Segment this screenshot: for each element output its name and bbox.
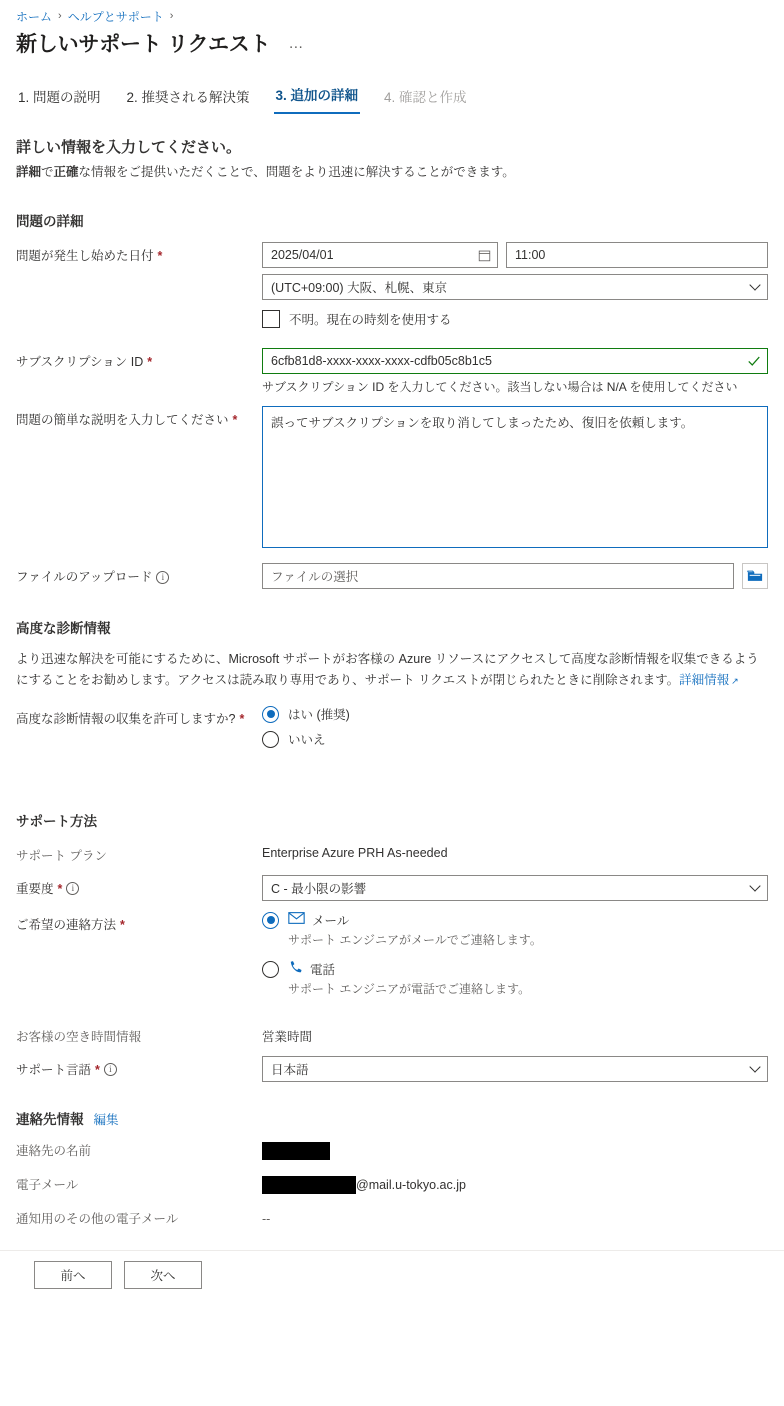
section-support-method-title: サポート方法 [16, 813, 97, 829]
breadcrumb [16, 0, 768, 26]
label-incident-date [16, 242, 262, 265]
label-contact-name [16, 1142, 262, 1160]
row-diagnostics-consent [16, 705, 768, 748]
info-icon-upload[interactable]: i [156, 571, 169, 584]
description-textarea[interactable] [262, 406, 768, 548]
required-marker-subscription: * [147, 355, 153, 370]
label-contact-method [16, 911, 262, 934]
radio-diagnostics-yes[interactable] [262, 706, 279, 723]
radio-diagnostics-no-label: いいえ [288, 732, 326, 747]
contact-info-edit-link[interactable]: 編集 [93, 1112, 119, 1127]
wizard-footer [0, 1250, 784, 1303]
radio-contact-phone[interactable] [262, 961, 279, 978]
page-header [16, 26, 768, 72]
tab-step-2[interactable]: 2. 推奨される解決策 [126, 90, 250, 105]
contact-option-email-title: メール [312, 913, 350, 928]
contact-option-phone[interactable] [262, 960, 768, 997]
external-link-icon: ↗ [731, 676, 739, 686]
section-contact-info-title [16, 1108, 768, 1128]
diagnostics-option-no[interactable] [262, 730, 768, 748]
label-availability-text: お客様の空き時間情報 [16, 1029, 142, 1044]
diagnostics-paragraph [16, 649, 768, 690]
contact-email-redacted-prefix [262, 1176, 356, 1194]
subscription-input-wrap [262, 348, 768, 374]
phone-icon [288, 960, 303, 978]
breadcrumb-item-help-support[interactable]: ヘルプとサポート [67, 9, 164, 24]
availability-value: 営業時間 [262, 1029, 313, 1044]
label-contact-email-text: 電子メール [16, 1177, 79, 1192]
row-subscription-id [16, 348, 768, 396]
folder-icon[interactable] [742, 563, 768, 589]
file-upload-input[interactable]: ファイルの選択 [262, 563, 734, 589]
label-description [16, 406, 262, 429]
label-severity-text: 重要度 [16, 881, 54, 896]
date-time-group [262, 242, 768, 268]
contact-info-title-text: 連絡先情報 [16, 1111, 84, 1127]
diagnostics-radio-group [262, 705, 768, 748]
severity-select-wrap [262, 875, 768, 901]
label-description-text: 問題の簡単な説明を入力してください [16, 413, 229, 428]
label-language-text: サポート言語 [16, 1062, 92, 1077]
severity-select[interactable]: C - 最小限の影響 [262, 875, 768, 901]
tab-step-1[interactable]: 1. 問題の説明 [18, 90, 101, 105]
lead-subtitle-part-2: で [41, 165, 54, 179]
info-icon-language[interactable]: i [104, 1063, 117, 1076]
language-select-wrap [262, 1056, 768, 1082]
label-support-plan-text: サポート プラン [16, 848, 107, 863]
radio-diagnostics-no[interactable] [262, 731, 279, 748]
row-incident-date [16, 242, 768, 328]
tab-step-3[interactable]: 3. 追加の詳細 [274, 80, 361, 114]
breadcrumb-separator-icon: › [58, 10, 62, 22]
row-availability [16, 1023, 768, 1046]
breadcrumb-item-home[interactable]: ホーム [16, 9, 53, 24]
required-marker-severity: * [57, 881, 63, 896]
incident-date-input[interactable]: 2025/04/01 [262, 242, 498, 268]
radio-diagnostics-yes-label: はい (推奨) [288, 707, 350, 722]
contact-email-domain: @mail.u-tokyo.ac.jp [356, 1177, 466, 1192]
language-select[interactable]: 日本語 [262, 1056, 768, 1082]
tab-step-4: 4. 確認と作成 [384, 90, 467, 105]
unknown-time-checkbox-label: 不明。現在の時刻を使用する [289, 313, 452, 328]
contact-option-email[interactable] [262, 911, 768, 948]
required-marker: * [157, 249, 163, 264]
diagnostics-option-yes[interactable] [262, 705, 768, 723]
section-problem-details-title: 問題の詳細 [16, 214, 84, 230]
row-contact-method [16, 911, 768, 997]
required-marker-language: * [95, 1062, 100, 1077]
next-button[interactable]: 次へ [124, 1261, 202, 1289]
row-contact-email [16, 1176, 768, 1194]
required-marker-consent: * [239, 711, 245, 726]
lead-title: 詳しい情報を入力してください。 [16, 139, 242, 156]
lead-subtitle [16, 163, 768, 182]
label-other-email [16, 1210, 262, 1228]
label-contact-name-text: 連絡先の名前 [16, 1143, 92, 1158]
contact-option-phone-desc: サポート エンジニアが電話でご連絡します。 [288, 981, 531, 996]
required-marker-description: * [232, 413, 238, 428]
label-file-upload-text: ファイルのアップロード [16, 570, 153, 585]
contact-name-redacted-value [262, 1142, 330, 1160]
date-input-wrap [262, 242, 498, 268]
incident-time-input[interactable]: 11:00 [506, 242, 768, 268]
diagnostics-paragraph-text: より迅速な解決を可能にするために、Microsoft サポートがお客様の Azure リソースにアクセスして高度な診断情報を収集できるようにすることをお勧めします。アクセスは読み取り専用であり、サポート リクエストが閉じられたときに削除されます。 [16, 652, 759, 687]
row-description [16, 406, 768, 553]
row-file-upload [16, 563, 768, 589]
label-support-plan [16, 842, 262, 865]
info-icon-severity[interactable]: i [66, 882, 79, 895]
label-contact-method-text: ご希望の連絡方法 [16, 917, 117, 932]
unknown-time-checkbox-row[interactable] [262, 310, 768, 328]
file-upload-row [262, 563, 768, 589]
label-language [16, 1056, 262, 1079]
contact-option-email-desc: サポート エンジニアがメールでご連絡します。 [288, 932, 542, 947]
timezone-select[interactable]: (UTC+09:00) 大阪、札幌、東京 [262, 274, 768, 300]
previous-button[interactable]: 前へ [34, 1261, 112, 1289]
row-severity [16, 875, 768, 901]
page-title: 新しいサポート リクエスト [16, 33, 271, 56]
contact-option-phone-title: 電話 [310, 962, 336, 977]
more-options-button[interactable]: … [288, 34, 305, 52]
label-subscription-id-text: サブスクリプション ID [16, 355, 144, 370]
radio-contact-email[interactable] [262, 912, 279, 929]
time-input-wrap [506, 242, 768, 268]
support-plan-value: Enterprise Azure PRH As-needed [262, 845, 448, 860]
label-incident-date-text: 問題が発生し始めた日付 [16, 249, 154, 264]
label-file-upload [16, 563, 262, 586]
other-email-value: -- [262, 1211, 271, 1226]
row-language [16, 1056, 768, 1082]
lead-subtitle-part-1: 詳細 [16, 165, 42, 179]
label-diagnostics-consent-text: 高度な診断情報の収集を許可しますか? [16, 711, 236, 726]
label-severity [16, 875, 262, 898]
unknown-time-checkbox[interactable] [262, 310, 280, 328]
row-support-plan [16, 842, 768, 865]
row-other-email [16, 1210, 768, 1228]
subscription-id-input[interactable]: 6cfb81d8-xxxx-xxxx-xxxx-cdfb05c8b1c5 [262, 348, 768, 374]
lead-subtitle-part-4: な情報をご提供いただくことで、問題をより迅速に解決することができます。 [78, 165, 515, 179]
section-diagnostics-title: 高度な診断情報 [16, 621, 111, 637]
required-marker-contact-method: * [120, 917, 125, 932]
lead-subtitle-part-3: 正確 [53, 165, 79, 179]
mail-icon [288, 912, 305, 927]
label-availability [16, 1023, 262, 1046]
subscription-helper-text: サブスクリプション ID を入力してください。該当しない場合は N/A を使用してください [262, 380, 738, 395]
row-contact-name [16, 1142, 768, 1160]
label-subscription-id [16, 348, 262, 371]
diagnostics-learn-more-link[interactable]: 詳細情報 [679, 673, 730, 687]
contact-method-radio-group [262, 911, 768, 997]
label-other-email-text: 通知用のその他の電子メール [16, 1211, 179, 1226]
timezone-select-wrap [262, 274, 768, 300]
breadcrumb-separator-icon-2: › [169, 10, 174, 22]
label-diagnostics-consent [16, 705, 262, 728]
wizard-steps [16, 80, 768, 114]
label-contact-email [16, 1176, 262, 1194]
